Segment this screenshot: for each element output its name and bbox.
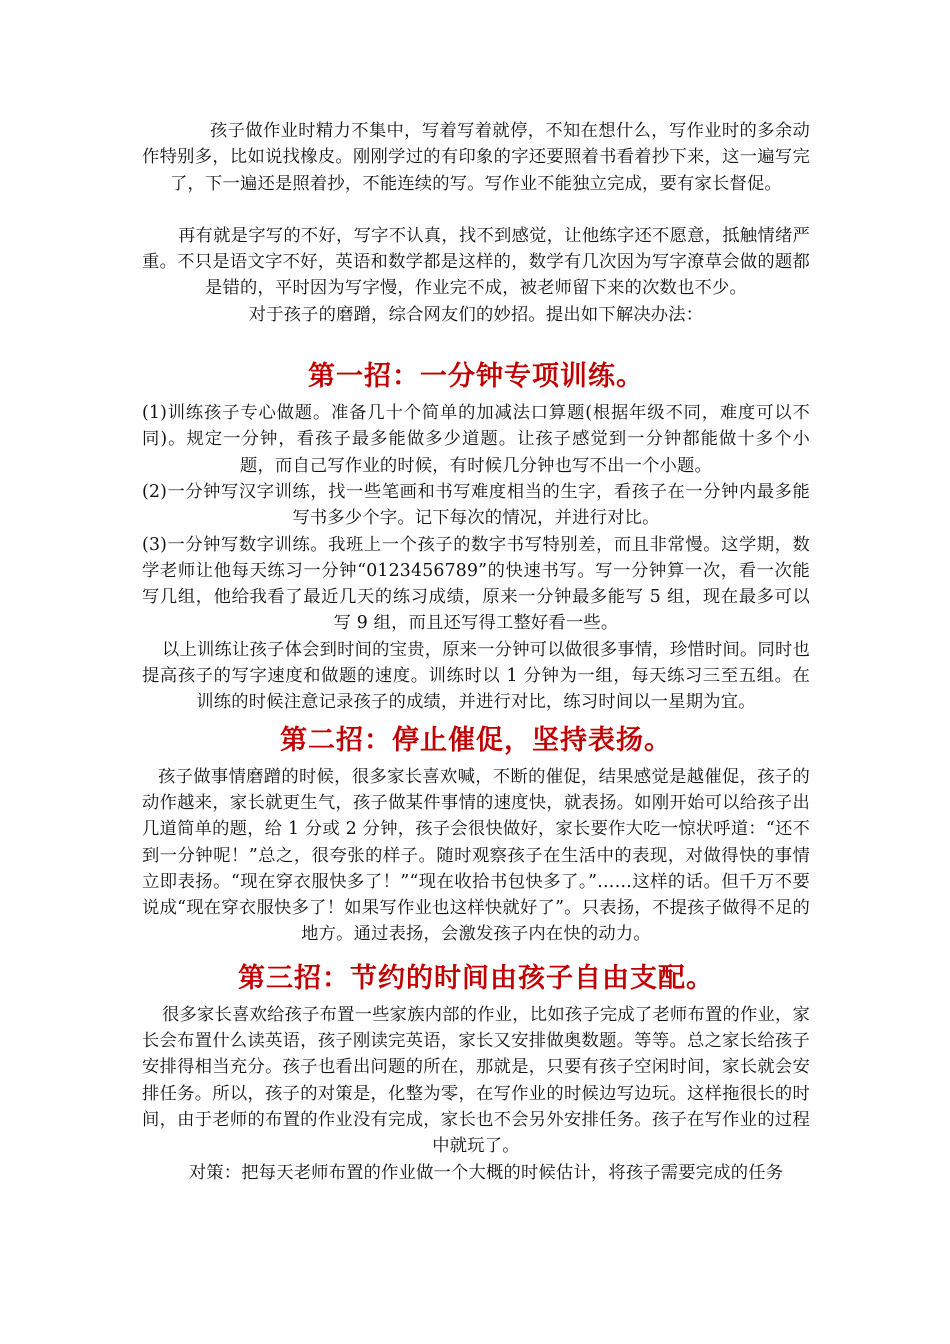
section-2-heading: 第二招：停止催促，坚持表扬。 bbox=[280, 724, 672, 756]
section-1-item-1: (1)训练孩子专心做题。准备几十个简单的加减法口算题(根据年级不同，难度可以不同)。规定一分钟，看孩子最多能做多少道题。让孩子感觉到一分钟都能做十多个小题，而自己写作业的时候，有时候几分钟也写不出一个小题。 bbox=[142, 403, 810, 476]
section-1-summary: 以上训练让孩子体会到时间的宝贵，原来一分钟可以做很多事情，珍惜时间。同时也提高孩子的写字速度和做题的速度。训练时以 1 分钟为一组，每天练习三至五组。在训练的时候注意记录孩子的成绩，并进行对比，练习时间以一星期为宜。 bbox=[142, 639, 810, 713]
section-2-body: 孩子做事情磨蹭的时候，很多家长喜欢喊，不断的催促，结果感觉是越催促，孩子的动作越来，家长就更生气，孩子做某件事情的速度快，就表扬。如刚开始可以给孩子出几道简单的题，给 1 分或 2 分钟，孩子会很快做好，家长要作大吃一惊状呼道：“还不到一分钟呢！”总之，很夸张的样子。随时观察孩子在生活中的表现，对做得快的事情立即表扬。“现在穿衣服快多了！”“现在收拾书包快多了。”……这样的话。但千万不要说成“现在穿衣服快多了！如果写作业也这样快就好了”。只表扬，不提孩子做得不足的地方。通过表扬，会激发孩子内在快的动力。 bbox=[142, 766, 810, 945]
intro-paragraph-1: 孩子做作业时精力不集中，写着写着就停，不知在想什么，写作业时的多余动作特别多，比如说找橡皮。刚刚学过的有印象的字还要照着书看着抄下来，这一遍写完了，下一遍还是照着抄，不能连续的写。写作业不能独立完成，要有家长督促。 bbox=[142, 121, 810, 194]
paragraph-gap bbox=[142, 197, 810, 223]
section-1-item-3: (3)一分钟写数字训练。我班上一个孩子的数字书写特别差，而且非常慢。这学期，数学老师让他每天练习一分钟“0123456789”的快速书写。写一分钟算一次，看一次能写几组，他给我看了最近几天的练习成绩，原来一分钟最多能写 5 组，现在最多可以写 9 组，而且还写得工整好看一些。 bbox=[142, 534, 810, 634]
document-page bbox=[142, 118, 810, 1186]
section-1-heading: 第一招：一分钟专项训练。 bbox=[308, 361, 644, 393]
intro-paragraph-2: 再有就是字写的不好，写字不认真，找不到感觉，让他练字还不愿意，抵触情绪严重。不只是语文字不好，英语和数学都是这样的，数学有几次因为写字潦草会做的题都是错的，平时因为写字慢，作业完不成，被老师留下来的次数也不少。 bbox=[142, 225, 810, 299]
section-3-body: 很多家长喜欢给孩子布置一些家族内部的作业，比如孩子完成了老师布置的作业，家长会布置什么读英语，孩子刚读完英语，家长又安排做奥数题。等等。总之家长给孩子安排得相当充分。孩子也看出问题的所在，那就是，只要有孩子空闲时间，家长就会安排任务。所以，孩子的对策是，化整为零，在写作业的时候边写边玩。这样拖很长的时间，由于老师的布置的作业没有完成，家长也不会另外安排任务。孩子在写作业的过程中就玩了。 bbox=[142, 1004, 810, 1157]
section-1-item-2: (2)一分钟写汉字训练，找一些笔画和书写难度相当的生字，看孩子在一分钟内最多能写书多少个字。记下每次的情况，并进行对比。 bbox=[142, 481, 810, 529]
section-3-heading: 第三招：节约的时间由孩子自由支配。 bbox=[238, 962, 714, 994]
section-3-strategy: 对策：把每天老师布置的作业做一个大概的时候估计，将孩子需要完成的任务 bbox=[188, 1162, 784, 1183]
intro-paragraph-3: 对于孩子的磨蹭，综合网友们的妙招。提出如下解决办法： bbox=[248, 304, 704, 325]
